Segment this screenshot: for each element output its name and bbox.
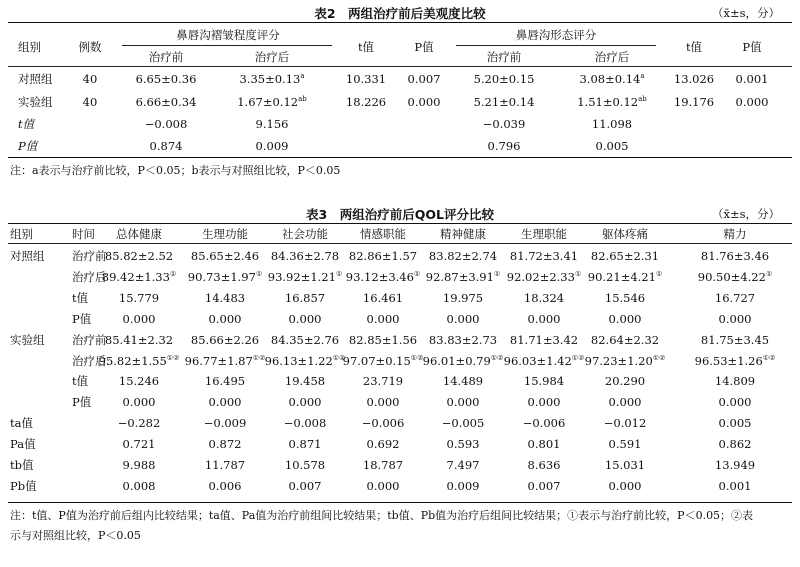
t3-row-4-col-6: 82.64±2.32	[590, 333, 660, 347]
t2-header-t: t值	[357, 40, 375, 54]
t3-row-1-col-5: 92.02±2.33①	[506, 270, 582, 284]
t3-row-1-col-4: 92.87±3.91①	[425, 270, 501, 284]
t3-row-8-col-2: −0.008	[283, 416, 327, 430]
t3-row-5-col-2: 96.13±1.22①②	[264, 354, 346, 368]
t3-row-3-col-4: 0.000	[446, 312, 480, 326]
t3-header-col-4: 社会功能	[282, 227, 328, 241]
t3-row-8-col-3: −0.006	[361, 416, 405, 430]
t3-row-8-col-7: 0.005	[718, 416, 752, 430]
t3-row-2-time: t值	[72, 291, 89, 305]
t3-row-6-col-1: 16.495	[204, 374, 246, 388]
t3-row-8-col-5: −0.006	[522, 416, 566, 430]
t3-row-3-col-6: 0.000	[608, 312, 642, 326]
t3-row-6-col-7: 14.809	[714, 374, 756, 388]
table3-bottom-rule	[8, 502, 792, 503]
table2-header-rule	[8, 66, 792, 67]
t2-row2-group: 实验组	[18, 95, 53, 109]
t3-row-6-time: t值	[72, 374, 89, 388]
t3-row-0-col-2: 84.36±2.78	[270, 249, 340, 263]
t3-row-9-group: Pa值	[10, 437, 36, 451]
t3-row-3-time: P值	[72, 312, 92, 326]
t2-header-fold-before: 治疗前	[148, 50, 184, 64]
t3-row-0-col-4: 83.82±2.74	[428, 249, 498, 263]
t3-row-5-col-7: 96.53±1.26①②	[694, 354, 776, 368]
t3-row-11-col-7: 0.001	[718, 479, 752, 493]
t3-row-2-col-6: 15.546	[604, 291, 646, 305]
table3-note-line2: 示与对照组比较，P＜0.05	[10, 529, 141, 542]
t3-row-4-col-3: 82.85±1.56	[348, 333, 418, 347]
t2-header-fold-score: 鼻唇沟褶皱程度评分	[176, 28, 280, 42]
t3-row-11-group: Pb值	[10, 479, 37, 493]
t2-header-shape-score: 鼻唇沟形态评分	[515, 28, 597, 42]
table2-title: 表2 两组治疗前后美观度比较	[314, 6, 486, 21]
t2-row1-t1: 10.331	[345, 72, 387, 86]
t2-subheader-rule-right	[456, 45, 656, 46]
t3-header-col-7: 生理职能	[521, 227, 567, 241]
t3-row-7-col-6: 0.000	[608, 395, 642, 409]
t3-row-4-col-7: 81.75±3.45	[700, 333, 770, 347]
t3-row-11-col-0: 0.008	[122, 479, 156, 493]
t3-row-7-col-7: 0.000	[718, 395, 752, 409]
t3-row-4-col-4: 83.83±2.73	[428, 333, 498, 347]
t2-row1-group: 对照组	[18, 72, 53, 86]
table2-top-rule	[8, 22, 792, 23]
t3-row-11-col-2: 0.007	[288, 479, 322, 493]
t3-row-4-col-2: 84.35±2.76	[270, 333, 340, 347]
t3-header-col-9: 精力	[723, 227, 747, 241]
t2-row1-fold-before: 6.65±0.36	[135, 72, 197, 86]
t3-header-col-3: 生理功能	[202, 227, 248, 241]
t3-row-0-col-6: 82.65±2.31	[590, 249, 660, 263]
t2-row1-shape-after: 3.08±0.14$^a$	[579, 72, 645, 86]
t3-row-6-col-0: 15.246	[118, 374, 160, 388]
t2-subheader-rule-left	[122, 45, 332, 46]
t3-row-2-col-1: 14.483	[204, 291, 246, 305]
t3-header-col-5: 情感职能	[360, 227, 406, 241]
t3-row-2-col-3: 16.461	[362, 291, 404, 305]
t2-row2-t2: 19.176	[673, 95, 715, 109]
t2-row2-p1: 0.000	[407, 95, 441, 109]
t3-row-10-col-4: 7.497	[446, 458, 480, 472]
t3-row-9-col-5: 0.801	[527, 437, 561, 451]
table3-header-rule	[8, 243, 792, 244]
t2-row2-n: 40	[82, 95, 98, 109]
t3-row-2-col-5: 18.324	[523, 291, 565, 305]
t3-row-7-col-5: 0.000	[527, 395, 561, 409]
t3-row-9-col-2: 0.871	[288, 437, 322, 451]
t3-row-6-col-5: 15.984	[523, 374, 565, 388]
t3-row-10-col-6: 15.031	[604, 458, 646, 472]
t3-row-2-col-2: 16.857	[284, 291, 326, 305]
t3-row-1-col-3: 93.12±3.46①	[345, 270, 421, 284]
t3-row-7-col-4: 0.000	[446, 395, 480, 409]
t3-row-5-col-4: 96.01±0.79①②	[422, 354, 504, 368]
t3-row-4-time: 治疗前	[72, 333, 107, 347]
t3-row-7-col-0: 0.000	[122, 395, 156, 409]
t3-row-8-col-4: −0.005	[441, 416, 485, 430]
t3-row-10-col-3: 18.787	[362, 458, 404, 472]
t3-header-col-6: 精神健康	[440, 227, 486, 241]
t3-row-7-col-3: 0.000	[366, 395, 400, 409]
t3-header-col-1: 时间	[72, 227, 95, 241]
t2-header-group: 组别	[18, 40, 41, 54]
t3-row-8-col-1: −0.009	[203, 416, 247, 430]
t2-row1-p2: 0.001	[735, 72, 769, 86]
t3-row-5-col-5: 96.03±1.42①②	[503, 354, 585, 368]
t2-row1-fold-after: 3.35±0.13$^a$	[239, 72, 305, 86]
t3-row-9-col-4: 0.593	[446, 437, 480, 451]
t2-row4-fold-before: 0.874	[149, 139, 183, 153]
t3-row-3-col-2: 0.000	[288, 312, 322, 326]
t3-row-1-col-2: 93.92±1.21①	[267, 270, 343, 284]
t3-row-4-col-5: 81.71±3.42	[509, 333, 579, 347]
t3-row-7-col-2: 0.000	[288, 395, 322, 409]
t3-row-3-col-3: 0.000	[366, 312, 400, 326]
t3-row-11-col-3: 0.000	[366, 479, 400, 493]
t3-row-9-col-3: 0.692	[366, 437, 400, 451]
table2-note: 注：a表示与治疗前比较，P＜0.05；b表示与对照组比较，P＜0.05	[10, 164, 341, 177]
t3-row-10-col-2: 10.578	[284, 458, 326, 472]
t2-header-cases: 例数	[78, 40, 102, 54]
t2-row4-shape-before: 0.796	[487, 139, 521, 153]
t2-row3-fold-before: −0.008	[144, 117, 188, 131]
t2-row1-shape-before: 5.20±0.15	[473, 72, 535, 86]
t2-row4-label: P值	[18, 139, 38, 153]
table3-note-line1: 注：t值、P值为治疗前后组内比较结果；ta值、Pa值为治疗前组间比较结果；tb值、Pb值为治疗后组间比较结果；①表示与治疗前比较，P＜0.05；②表	[10, 509, 754, 522]
t2-row3-shape-after: 11.098	[591, 117, 633, 131]
t3-row-5-time: 治疗后	[72, 354, 107, 368]
t3-row-0-time: 治疗前	[72, 249, 107, 263]
t2-row2-shape-before: 5.21±0.14	[473, 95, 535, 109]
t3-row-2-col-4: 19.975	[442, 291, 484, 305]
t2-row2-fold-after: 1.67±0.12$^{ab}$	[237, 95, 307, 109]
t3-row-6-col-2: 19.458	[284, 374, 326, 388]
t3-row-8-group: ta值	[10, 416, 33, 430]
t3-row-5-col-0: 95.82±1.55①②	[98, 354, 180, 368]
t3-row-2-col-7: 16.727	[714, 291, 756, 305]
t3-row-1-col-1: 90.73±1.97①	[187, 270, 263, 284]
t3-row-11-col-5: 0.007	[527, 479, 561, 493]
t3-row-4-col-0: 85.41±2.32	[104, 333, 174, 347]
t3-row-4-col-1: 85.66±2.26	[190, 333, 260, 347]
t3-row-2-col-0: 15.779	[118, 291, 160, 305]
t3-row-3-col-7: 0.000	[718, 312, 752, 326]
t3-row-10-col-0: 9.988	[122, 458, 156, 472]
t2-header-t2: t值	[685, 40, 703, 54]
table3-top-rule	[8, 223, 792, 224]
t3-row-6-col-4: 14.489	[442, 374, 484, 388]
t3-row-10-col-7: 13.949	[714, 458, 756, 472]
t3-row-11-col-6: 0.000	[608, 479, 642, 493]
t3-row-5-col-3: 97.07±0.15①②	[342, 354, 424, 368]
t2-row3-fold-after: 9.156	[255, 117, 289, 131]
t3-row-5-col-6: 97.23±1.20①②	[584, 354, 666, 368]
t3-row-0-col-7: 81.76±3.46	[700, 249, 770, 263]
t2-header-p2: P值	[742, 40, 762, 54]
t2-row2-t1: 18.226	[345, 95, 387, 109]
t3-header-col-8: 躯体疼痛	[602, 227, 648, 241]
t3-header-col-2: 总体健康	[116, 227, 162, 241]
t3-row-0-col-5: 81.72±3.41	[509, 249, 579, 263]
t3-row-3-col-0: 0.000	[122, 312, 156, 326]
t2-row3-label: t值	[18, 117, 35, 131]
t3-row-7-time: P值	[72, 395, 92, 409]
t3-row-9-col-6: 0.591	[608, 437, 642, 451]
table3-unit: （x̄±s，分）	[711, 207, 780, 221]
t3-row-9-col-0: 0.721	[122, 437, 156, 451]
t3-header-col-0: 组别	[10, 227, 33, 241]
t2-header-p: P值	[414, 40, 434, 54]
t3-row-3-col-5: 0.000	[527, 312, 561, 326]
t2-row4-fold-after: 0.009	[255, 139, 289, 153]
t3-row-5-col-1: 96.77±1.87①②	[184, 354, 266, 368]
t3-row-0-col-3: 82.86±1.57	[348, 249, 418, 263]
t3-row-10-col-1: 11.787	[204, 458, 246, 472]
t3-row-1-col-7: 90.50±4.22①	[697, 270, 773, 284]
table2-unit: （x̄±s，分）	[711, 6, 780, 20]
t3-row-1-time: 治疗后	[72, 270, 107, 284]
table3-title: 表3 两组治疗前后QOL评分比较	[306, 207, 494, 222]
t3-row-6-col-3: 23.719	[362, 374, 404, 388]
t3-row-10-group: tb值	[10, 458, 34, 472]
t3-row-3-col-1: 0.000	[208, 312, 242, 326]
t3-row-0-col-1: 85.65±2.46	[190, 249, 260, 263]
t3-row-11-col-1: 0.006	[208, 479, 242, 493]
t2-header-shape-after: 治疗后	[594, 50, 630, 64]
t3-row-7-col-1: 0.000	[208, 395, 242, 409]
t3-row-1-col-6: 90.21±4.21①	[587, 270, 663, 284]
t2-row2-fold-before: 6.66±0.34	[135, 95, 197, 109]
t3-row-1-col-0: 89.42±1.33①	[101, 270, 177, 284]
t3-row-10-col-5: 8.636	[527, 458, 561, 472]
t3-row-11-col-4: 0.009	[446, 479, 480, 493]
t2-row4-shape-after: 0.005	[595, 139, 629, 153]
t2-row1-n: 40	[82, 72, 98, 86]
t2-row1-t2: 13.026	[673, 72, 715, 86]
t3-row-0-group: 对照组	[10, 249, 45, 263]
t3-row-8-col-6: −0.012	[603, 416, 647, 430]
t2-header-fold-after: 治疗后	[254, 50, 290, 64]
t3-row-8-col-0: −0.282	[117, 416, 161, 430]
t3-row-9-col-1: 0.872	[208, 437, 242, 451]
t2-row2-shape-after: 1.51±0.12$^{ab}$	[577, 95, 647, 109]
t2-header-shape-before: 治疗前	[486, 50, 522, 64]
t2-row2-p2: 0.000	[735, 95, 769, 109]
table2-bottom-rule	[8, 157, 792, 158]
t3-row-0-col-0: 85.82±2.52	[104, 249, 174, 263]
t2-row3-shape-before: −0.039	[482, 117, 526, 131]
t3-row-6-col-6: 20.290	[604, 374, 646, 388]
t3-row-4-group: 实验组	[10, 333, 45, 347]
t3-row-9-col-7: 0.862	[718, 437, 752, 451]
t2-row1-p1: 0.007	[407, 72, 441, 86]
